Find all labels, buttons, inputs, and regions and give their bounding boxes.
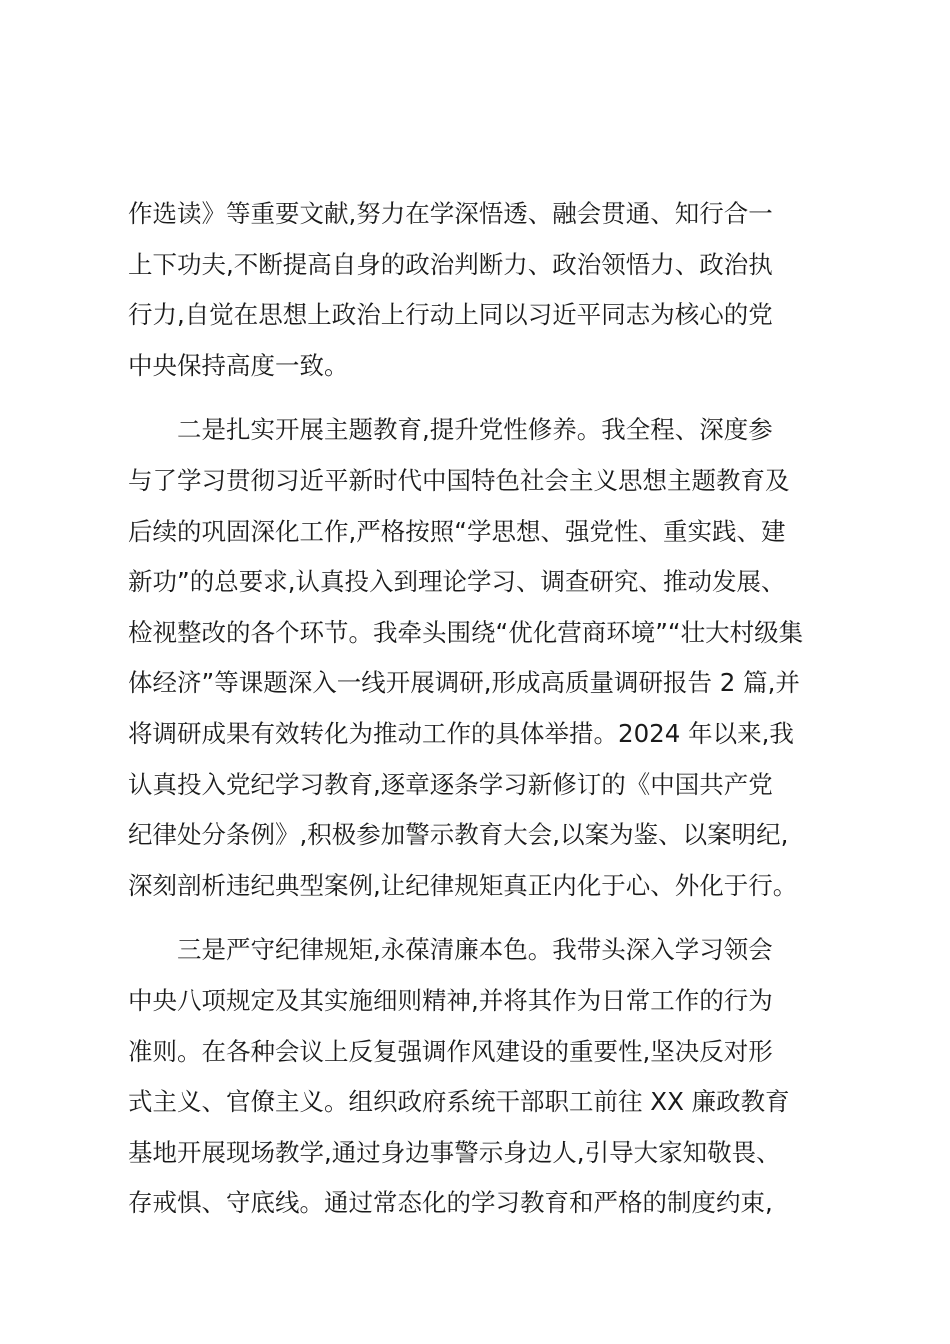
text-line: 准则。在各种会议上反复强调作风建设的重要性,坚决反对形 <box>128 1036 773 1066</box>
paragraph-1 <box>128 189 822 391</box>
text-line: 体经济”等课题深入一线开展调研,形成高质量调研报告 2 篇,并 <box>128 668 800 698</box>
text-line-indented: 二是扎实开展主题教育,提升党性修养。我全程、深度参 <box>177 415 773 445</box>
document-body <box>128 189 822 1229</box>
text-line: 上下功夫,不断提高自身的政治判断力、政治领悟力、政治执 <box>128 249 773 279</box>
text-line: 基地开展现场教学,通过身边事警示身边人,引导大家知敬畏、 <box>128 1137 781 1167</box>
paragraph-spacer <box>128 391 822 405</box>
text-line: 作选读》等重要文献,努力在学深悟透、融会贯通、知行合一 <box>128 199 773 228</box>
text-line: 与了学习贯彻习近平新时代中国特色社会主义思想主题教育及 <box>128 465 790 495</box>
paragraph-spacer <box>128 911 822 925</box>
text-line: 深刻剖析违纪典型案例,让纪律规矩真正内化于心、外化于行。 <box>128 870 798 900</box>
text-line: 后续的巩固深化工作,严格按照“学思想、强党性、重实践、建 <box>128 516 786 546</box>
text-line: 纪律处分条例》,积极参加警示教育大会,以案为鉴、以案明纪, <box>128 820 789 850</box>
text-line: 存戒惧、守底线。通过常态化的学习教育和严格的制度约束, <box>128 1188 773 1218</box>
paragraph-3 <box>128 925 822 1229</box>
text-line-indented: 三是严守纪律规矩,永葆清廉本色。我带头深入学习领会 <box>177 935 773 965</box>
text-line: 认真投入党纪学习教育,逐章逐条学习新修订的《中国共产党 <box>128 769 773 799</box>
paragraph-2 <box>128 405 822 911</box>
text-line: 将调研成果有效转化为推动工作的具体举措。2024 年以来,我 <box>128 718 794 748</box>
text-line: 中央保持高度一致。 <box>128 350 349 380</box>
text-line: 新功”的总要求,认真投入到理论学习、调查研究、推动发展、 <box>128 567 786 597</box>
text-line: 式主义、官僚主义。组织政府系统干部职工前往 XX 廉政教育 <box>128 1087 790 1117</box>
text-line: 行力,自觉在思想上政治上行动上同以习近平同志为核心的党 <box>128 300 773 330</box>
text-line: 中央八项规定及其实施细则精神,并将其作为日常工作的行为 <box>128 985 773 1015</box>
text-line: 检视整改的各个环节。我牵头围绕“优化营商环境”“壮大村级集 <box>128 617 804 647</box>
